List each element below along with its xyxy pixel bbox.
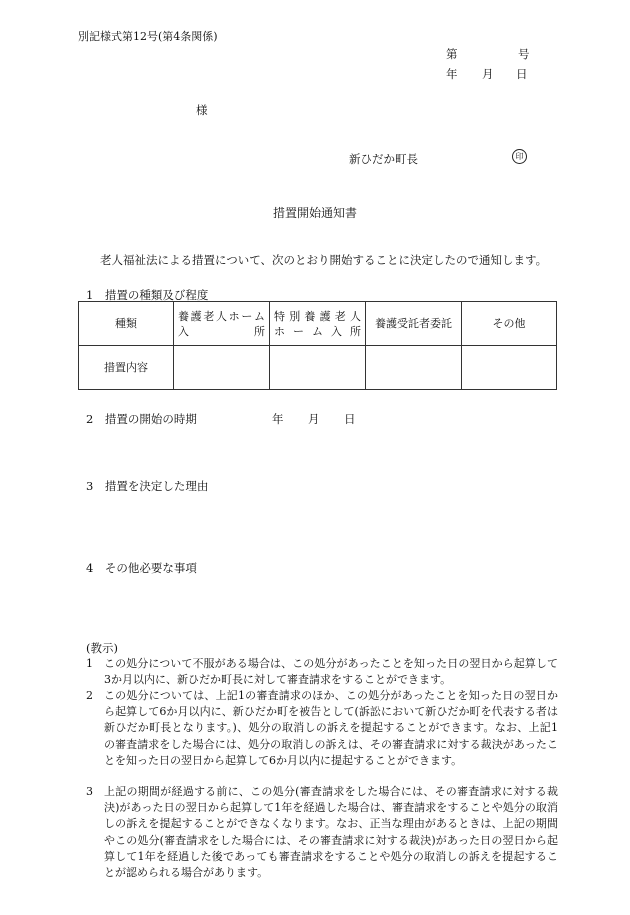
table-cell-nursing-home bbox=[174, 302, 270, 346]
note-item bbox=[86, 784, 558, 881]
table-cell-empty bbox=[462, 346, 557, 390]
document-title: 措置開始通知書 bbox=[272, 206, 357, 220]
nursing-home-line2a: 入 bbox=[178, 324, 189, 338]
issuer-name: 新ひだか町長 bbox=[349, 152, 418, 166]
note-number: 2 bbox=[86, 689, 93, 702]
table-row bbox=[79, 346, 557, 390]
table-cell-other: その他 bbox=[462, 302, 557, 346]
date-day-label: 日 bbox=[516, 67, 528, 81]
table-row bbox=[79, 302, 557, 346]
section-3-heading: 3 措置を決定した理由 bbox=[86, 479, 209, 493]
table-header-content: 措置内容 bbox=[79, 346, 174, 390]
notes-heading: (教示) bbox=[86, 641, 118, 655]
special-nursing-line2: ホーム入所 bbox=[274, 324, 361, 338]
nursing-home-line1: 養護老人ホーム bbox=[178, 309, 265, 323]
start-month-label: 月 bbox=[308, 412, 320, 426]
note-number: 1 bbox=[86, 657, 93, 670]
table-cell-special-nursing-home bbox=[270, 302, 366, 346]
date-month-label: 月 bbox=[482, 67, 494, 81]
measures-table bbox=[78, 301, 557, 390]
note-number: 3 bbox=[86, 785, 93, 798]
document-number-suffix: 号 bbox=[518, 47, 530, 61]
table-cell-empty bbox=[366, 346, 462, 390]
nursing-home-line2b: 所 bbox=[254, 324, 265, 338]
start-year-label: 年 bbox=[272, 412, 284, 426]
form-label: 別記様式第12号(第4条関係) bbox=[78, 30, 218, 43]
table-cell-foster-care: 養護受託者委託 bbox=[366, 302, 462, 346]
special-nursing-line1: 特別養護老人 bbox=[274, 309, 361, 323]
note-text: この処分について不服がある場合は、この処分があったことを知った日の翌日から起算して3か月以内に、新ひだか町長に対して審査請求をすることができます。 bbox=[104, 657, 558, 687]
addressee-suffix: 様 bbox=[196, 103, 208, 117]
document-number-label: 第 bbox=[446, 47, 458, 61]
note-item bbox=[86, 688, 558, 769]
section-4-heading: 4 その他必要な事項 bbox=[86, 561, 197, 575]
seal-mark: 印 bbox=[512, 149, 527, 164]
table-cell-empty bbox=[270, 346, 366, 390]
note-text: この処分については、上記1の審査請求のほか、この処分があったことを知った日の翌日から起算して6か月以内に、新ひだか町を被告として(訴訟において新ひだか町を代表する者は新ひだか町長となります。)、処分の取消しの訴えを提起することができます。なお、上記1の審査請求をした場合には、処分の取消しの訴えは、その審査請求に対する裁決があったことを知った日の翌日から起算して6か月以内に提起することができます。 bbox=[104, 689, 558, 767]
note-item bbox=[86, 656, 558, 688]
date-year-label: 年 bbox=[446, 67, 458, 81]
note-text: 上記の期間が経過する前に、この処分(審査請求をした場合には、その審査請求に対する裁決)があった日の翌日から起算して1年を経過した場合は、審査請求をすることや処分の取消しの訴えを提起することができなくなります。なお、正当な理由があるときは、上記の期間やこの処分(審査請求をした場合には、その審査請求に対する裁決)があった日の翌日から起算して1年を経過した後であっても審査請求をすることや処分の取消しの訴えを提起することが認められる場合があります。 bbox=[104, 785, 558, 880]
section-1-heading: 1 措置の種類及び程度 bbox=[86, 288, 209, 302]
table-cell-empty bbox=[174, 346, 270, 390]
table-header-type: 種類 bbox=[79, 302, 174, 346]
intro-paragraph: 老人福祉法による措置について、次のとおり開始することに決定したので通知します。 bbox=[100, 253, 548, 267]
start-day-label: 日 bbox=[344, 412, 356, 426]
section-2-heading: 2 措置の開始の時期 bbox=[86, 412, 197, 426]
